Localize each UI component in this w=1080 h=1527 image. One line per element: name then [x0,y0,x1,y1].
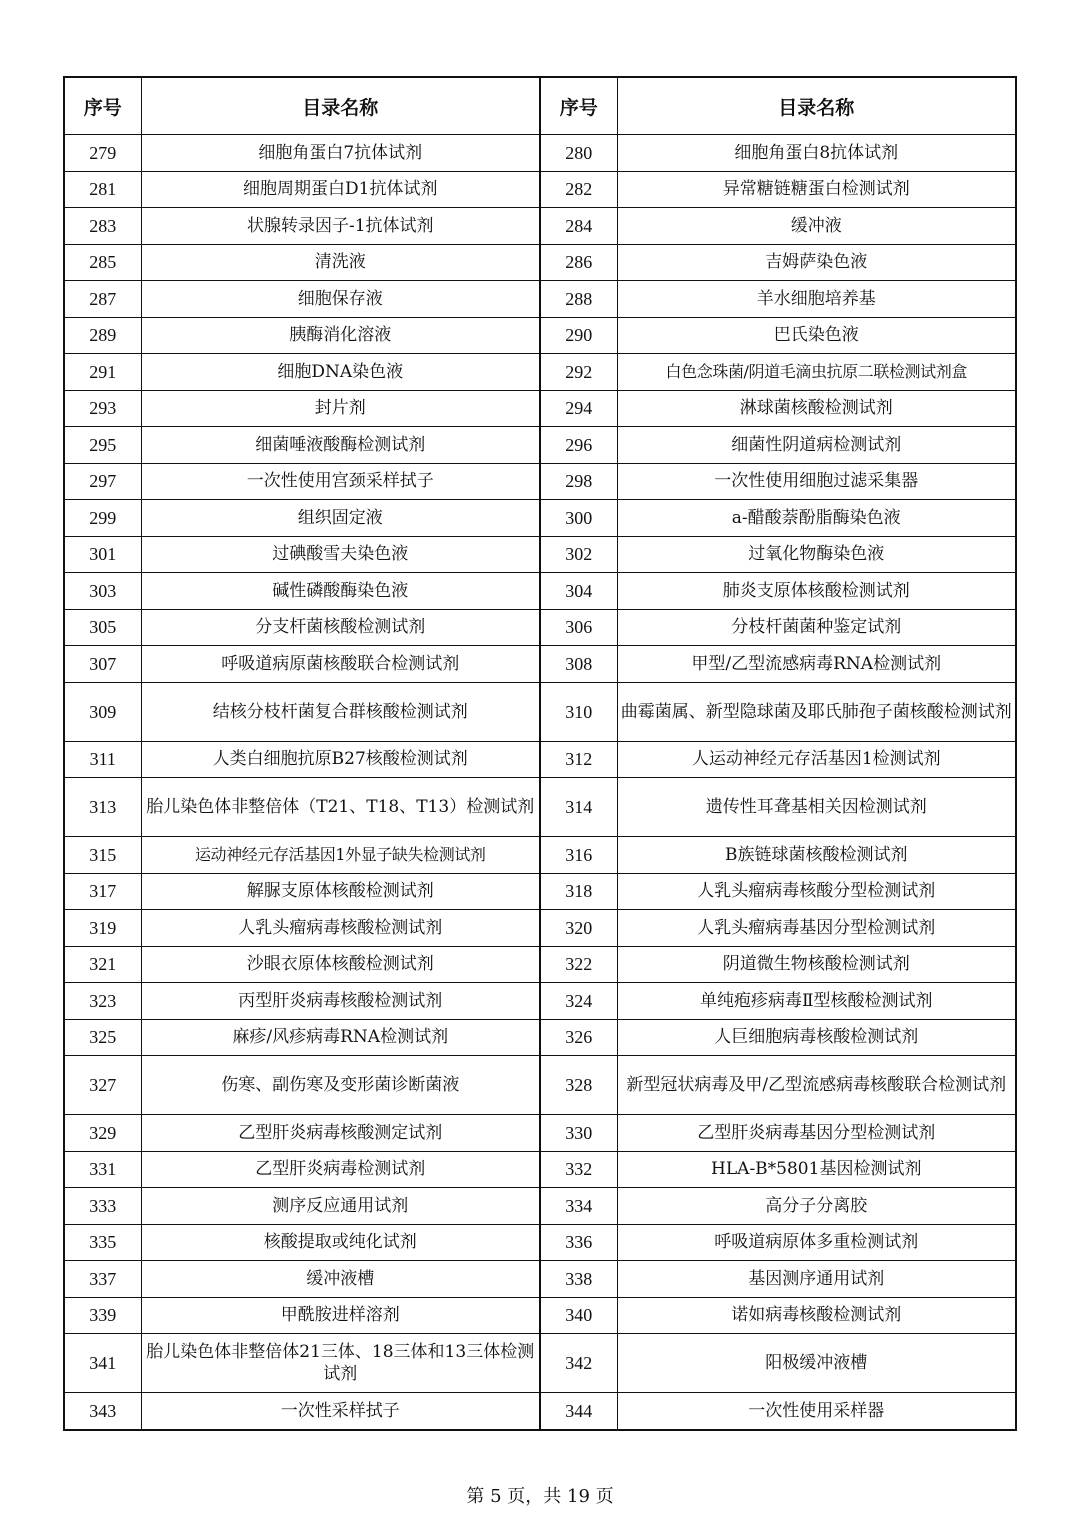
table-row [64,1019,1016,1056]
serial-number-cell-right: 322 [540,946,617,983]
table-row [64,317,1016,354]
catalog-name-cell-right: 异常糖链糖蛋白检测试剂 [617,171,1016,208]
catalog-name-cell-right: 吉姆萨染色液 [617,244,1016,281]
serial-number-cell-right: 338 [540,1261,617,1298]
catalog-name-cell-right: B族链球菌核酸检测试剂 [617,837,1016,874]
catalog-name-cell-left: 胎儿染色体非整倍体（T21、T18、T13）检测试剂 [141,778,540,837]
serial-number-cell-right: 296 [540,427,617,464]
catalog-name-cell-left: 封片剂 [141,390,540,427]
header-serial-number-right: 序号 [540,77,617,135]
catalog-name-cell-left: 沙眼衣原体核酸检测试剂 [141,946,540,983]
serial-number-cell-right: 314 [540,778,617,837]
serial-number-cell-right: 292 [540,354,617,391]
catalog-name-cell-right: 人运动神经元存活基因1检测试剂 [617,741,1016,778]
table-row [64,573,1016,610]
table-row [64,1056,1016,1115]
serial-number-cell-right: 332 [540,1151,617,1188]
catalog-name-cell-right: 一次性使用细胞过滤采集器 [617,463,1016,500]
catalog-name-cell-right: 阳极缓冲液槽 [617,1334,1016,1393]
serial-number-cell-left: 293 [64,390,141,427]
serial-number-cell-right: 340 [540,1297,617,1334]
catalog-name-cell-left: 一次性使用宫颈采样拭子 [141,463,540,500]
serial-number-cell-right: 324 [540,983,617,1020]
table-row [64,1188,1016,1225]
serial-number-cell-right: 328 [540,1056,617,1115]
table-row [64,1261,1016,1298]
table-row [64,1224,1016,1261]
catalog-name-cell-right: 人乳头瘤病毒基因分型检测试剂 [617,910,1016,947]
serial-number-cell-left: 283 [64,208,141,245]
serial-number-cell-left: 291 [64,354,141,391]
catalog-name-cell-left: 胰酶消化溶液 [141,317,540,354]
serial-number-cell-left: 297 [64,463,141,500]
catalog-name-cell-left: 麻疹/风疹病毒RNA检测试剂 [141,1019,540,1056]
table-row [64,536,1016,573]
catalog-name-cell-left: 核酸提取或纯化试剂 [141,1224,540,1261]
catalog-name-cell-left: 过碘酸雪夫染色液 [141,536,540,573]
catalog-name-cell-right: 遗传性耳聋基相关因检测试剂 [617,778,1016,837]
serial-number-cell-right: 320 [540,910,617,947]
serial-number-cell-left: 319 [64,910,141,947]
serial-number-cell-left: 337 [64,1261,141,1298]
serial-number-cell-left: 343 [64,1393,141,1430]
serial-number-cell-left: 285 [64,244,141,281]
catalog-name-cell-left: 一次性采样拭子 [141,1393,540,1430]
table-row [64,390,1016,427]
catalog-name-cell-left: 胎儿染色体非整倍体21三体、18三体和13三体检测试剂 [141,1334,540,1393]
serial-number-cell-left: 281 [64,171,141,208]
serial-number-cell-right: 298 [540,463,617,500]
catalog-name-cell-left: 清洗液 [141,244,540,281]
table-row [64,741,1016,778]
table-row [64,427,1016,464]
serial-number-cell-left: 317 [64,873,141,910]
catalog-name-cell-right: 呼吸道病原体多重检测试剂 [617,1224,1016,1261]
catalog-name-cell-right: 甲型/乙型流感病毒RNA检测试剂 [617,646,1016,683]
catalog-name-cell-left: 丙型肝炎病毒核酸检测试剂 [141,983,540,1020]
table-row [64,500,1016,537]
catalog-name-cell-right: 细胞角蛋白8抗体试剂 [617,135,1016,172]
serial-number-cell-right: 284 [540,208,617,245]
serial-number-cell-right: 306 [540,609,617,646]
serial-number-cell-left: 305 [64,609,141,646]
serial-number-cell-right: 342 [540,1334,617,1393]
catalog-name-cell-left: 解脲支原体核酸检测试剂 [141,873,540,910]
serial-number-cell-left: 315 [64,837,141,874]
table-row [64,281,1016,318]
serial-number-cell-right: 308 [540,646,617,683]
serial-number-cell-right: 334 [540,1188,617,1225]
catalog-name-cell-left: 甲酰胺进样溶剂 [141,1297,540,1334]
catalog-name-cell-left: 人类白细胞抗原B27核酸检测试剂 [141,741,540,778]
table-row [64,1151,1016,1188]
serial-number-cell-right: 302 [540,536,617,573]
catalog-name-cell-left: 伤寒、副伤寒及变形菌诊断菌液 [141,1056,540,1115]
serial-number-cell-left: 333 [64,1188,141,1225]
catalog-name-cell-right: 缓冲液 [617,208,1016,245]
catalog-name-cell-right: HLA-B*5801基因检测试剂 [617,1151,1016,1188]
table-body [64,135,1016,1430]
catalog-name-cell-right: 羊水细胞培养基 [617,281,1016,318]
catalog-name-cell-right: 基因测序通用试剂 [617,1261,1016,1298]
catalog-name-cell-left: 人乳头瘤病毒核酸检测试剂 [141,910,540,947]
serial-number-cell-left: 331 [64,1151,141,1188]
table-row [64,1297,1016,1334]
serial-number-cell-right: 326 [540,1019,617,1056]
catalog-name-cell-right: 肺炎支原体核酸检测试剂 [617,573,1016,610]
header-catalog-name-left: 目录名称 [141,77,540,135]
serial-number-cell-left: 335 [64,1224,141,1261]
table-row [64,682,1016,741]
catalog-table [63,76,1017,1431]
header-row [64,77,1016,135]
serial-number-cell-right: 290 [540,317,617,354]
catalog-name-cell-right: 过氧化物酶染色液 [617,536,1016,573]
serial-number-cell-left: 323 [64,983,141,1020]
table-row [64,837,1016,874]
serial-number-cell-left: 309 [64,682,141,741]
catalog-name-cell-right: 乙型肝炎病毒基因分型检测试剂 [617,1115,1016,1152]
header-catalog-name-right: 目录名称 [617,77,1016,135]
catalog-name-cell-right: 巴氏染色液 [617,317,1016,354]
header-serial-number-left: 序号 [64,77,141,135]
serial-number-cell-right: 310 [540,682,617,741]
table-row [64,354,1016,391]
table-row [64,910,1016,947]
table-row [64,778,1016,837]
serial-number-cell-left: 341 [64,1334,141,1393]
catalog-name-cell-right: 白色念珠菌/阴道毛滴虫抗原二联检测试剂盒 [617,354,1016,391]
serial-number-cell-right: 288 [540,281,617,318]
table-row [64,1115,1016,1152]
serial-number-cell-left: 321 [64,946,141,983]
serial-number-cell-left: 313 [64,778,141,837]
serial-number-cell-left: 339 [64,1297,141,1334]
catalog-name-cell-right: 诺如病毒核酸检测试剂 [617,1297,1016,1334]
catalog-name-cell-right: 曲霉菌属、新型隐球菌及耶氏肺孢子菌核酸检测试剂 [617,682,1016,741]
serial-number-cell-left: 327 [64,1056,141,1115]
serial-number-cell-left: 289 [64,317,141,354]
table-row [64,983,1016,1020]
catalog-name-cell-left: 状腺转录因子-1抗体试剂 [141,208,540,245]
table-row [64,463,1016,500]
catalog-name-cell-left: 分支杆菌核酸检测试剂 [141,609,540,646]
serial-number-cell-right: 282 [540,171,617,208]
catalog-name-cell-right: 淋球菌核酸检测试剂 [617,390,1016,427]
serial-number-cell-right: 300 [540,500,617,537]
catalog-name-cell-right: 分枝杆菌菌种鉴定试剂 [617,609,1016,646]
catalog-name-cell-right: a-醋酸萘酚脂酶染色液 [617,500,1016,537]
serial-number-cell-left: 301 [64,536,141,573]
catalog-name-cell-left: 运动神经元存活基因1外显子缺失检测试剂 [141,837,540,874]
catalog-name-cell-right: 新型冠状病毒及甲/乙型流感病毒核酸联合检测试剂 [617,1056,1016,1115]
catalog-name-cell-left: 乙型肝炎病毒核酸测定试剂 [141,1115,540,1152]
catalog-name-cell-left: 细胞周期蛋白D1抗体试剂 [141,171,540,208]
table-row [64,646,1016,683]
table-header [64,77,1016,135]
catalog-name-cell-left: 结核分枝杆菌复合群核酸检测试剂 [141,682,540,741]
table-row [64,208,1016,245]
serial-number-cell-right: 280 [540,135,617,172]
catalog-name-cell-right: 一次性使用采样器 [617,1393,1016,1430]
table-row [64,609,1016,646]
catalog-name-cell-left: 呼吸道病原菌核酸联合检测试剂 [141,646,540,683]
serial-number-cell-left: 311 [64,741,141,778]
catalog-name-cell-left: 细胞保存液 [141,281,540,318]
serial-number-cell-right: 330 [540,1115,617,1152]
table-row [64,171,1016,208]
serial-number-cell-left: 299 [64,500,141,537]
catalog-name-cell-right: 单纯疱疹病毒Ⅱ型核酸检测试剂 [617,983,1016,1020]
serial-number-cell-left: 303 [64,573,141,610]
serial-number-cell-right: 286 [540,244,617,281]
table-row [64,1334,1016,1393]
table-row [64,135,1016,172]
page-number-footer: 第 5 页，共 19 页 [466,1486,614,1507]
table-row [64,244,1016,281]
serial-number-cell-left: 287 [64,281,141,318]
serial-number-cell-right: 304 [540,573,617,610]
catalog-name-cell-left: 测序反应通用试剂 [141,1188,540,1225]
serial-number-cell-left: 325 [64,1019,141,1056]
serial-number-cell-left: 307 [64,646,141,683]
catalog-name-cell-left: 细菌唾液酸酶检测试剂 [141,427,540,464]
catalog-name-cell-left: 碱性磷酸酶染色液 [141,573,540,610]
serial-number-cell-left: 329 [64,1115,141,1152]
catalog-name-cell-right: 人巨细胞病毒核酸检测试剂 [617,1019,1016,1056]
catalog-name-cell-right: 细菌性阴道病检测试剂 [617,427,1016,464]
serial-number-cell-right: 318 [540,873,617,910]
table-row [64,873,1016,910]
serial-number-cell-right: 294 [540,390,617,427]
catalog-name-cell-left: 乙型肝炎病毒检测试剂 [141,1151,540,1188]
catalog-name-cell-left: 缓冲液槽 [141,1261,540,1298]
serial-number-cell-right: 336 [540,1224,617,1261]
table-row [64,1393,1016,1430]
serial-number-cell-left: 295 [64,427,141,464]
serial-number-cell-right: 312 [540,741,617,778]
catalog-name-cell-left: 组织固定液 [141,500,540,537]
table-row [64,946,1016,983]
serial-number-cell-right: 316 [540,837,617,874]
serial-number-cell-right: 344 [540,1393,617,1430]
catalog-name-cell-left: 细胞DNA染色液 [141,354,540,391]
serial-number-cell-left: 279 [64,135,141,172]
catalog-name-cell-right: 高分子分离胶 [617,1188,1016,1225]
catalog-name-cell-right: 人乳头瘤病毒核酸分型检测试剂 [617,873,1016,910]
catalog-name-cell-right: 阴道微生物核酸检测试剂 [617,946,1016,983]
catalog-name-cell-left: 细胞角蛋白7抗体试剂 [141,135,540,172]
